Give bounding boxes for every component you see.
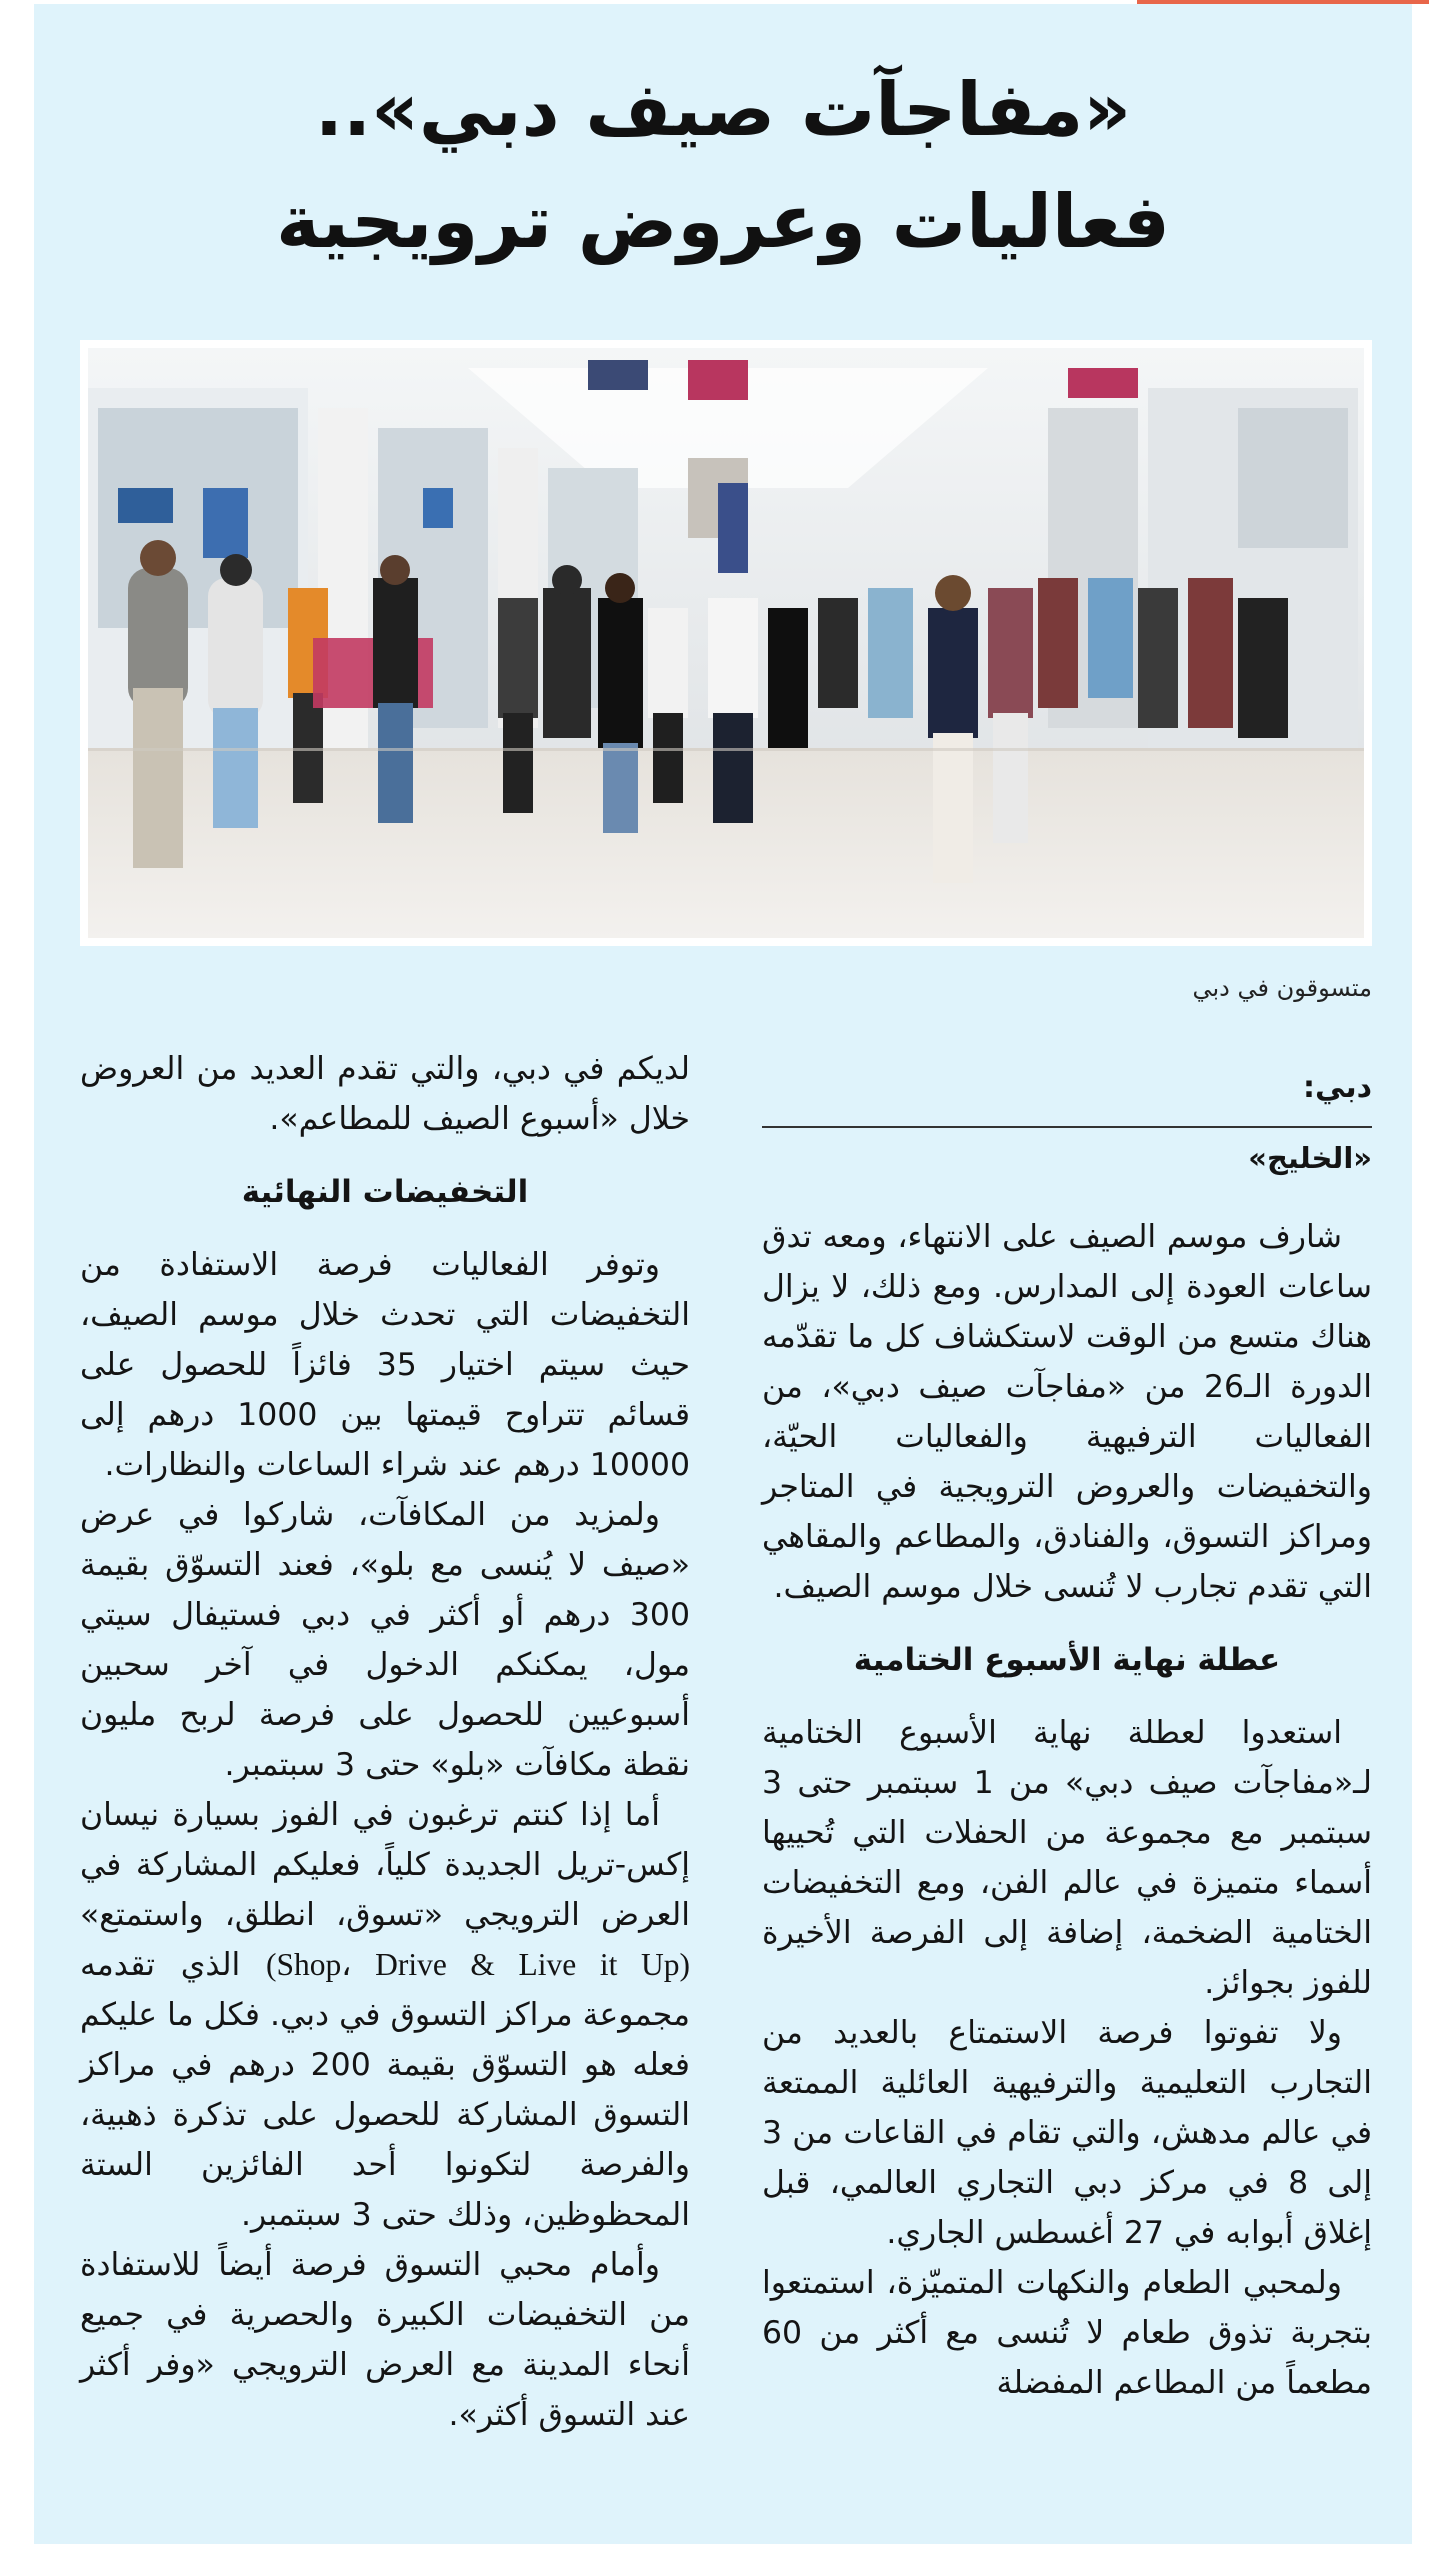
paragraph: ولمحبي الطعام والنكهات المتميّزة، استمتعوا بتجربة تذوق طعام لا تُنسى مع أكثر من 60 مطعماً من المطاعم المفضلة xyxy=(762,2265,1372,2401)
article-column-left xyxy=(80,1044,690,2514)
promo-english-name: (Shop، Drive & Live it Up) xyxy=(266,1947,690,1982)
headline-line-1: «مفاجآت صيف دبي».. xyxy=(314,67,1132,153)
continued-paragraph: لديكم في دبي، والتي تقدم العديد من العروض خلال «أسبوع الصيف للمطاعم». xyxy=(80,1051,690,1137)
dateline: دبي: xyxy=(762,1044,1372,1128)
article-column-right xyxy=(762,1044,1372,2514)
article-headline xyxy=(34,54,1412,278)
headline-line-2: فعاليات وعروض ترويجية xyxy=(276,179,1170,265)
section-title-final-weekend: عطلة نهاية الأسبوع الختامية xyxy=(853,1642,1281,1678)
paragraph: وتوفر الفعاليات فرصة الاستفادة من التخفيضات التي تحدث خلال موسم الصيف، حيث سيتم اختيار 35 فائزاً للحصول على قسائم تتراوح قيمتها بين 1000 درهم إلى 10000 درهم عند شراء الساعات والنظارات. xyxy=(80,1247,691,1483)
news-source: «الخليج» xyxy=(1248,1141,1372,1175)
paragraph-text: أما إذا كنتم ترغبون في الفوز بسيارة نيسان إكس-تريل الجديدة كلياً، فعليكم المشاركة في العرض الترويجي «تسوق، انطلق، واستمتع» xyxy=(80,1797,690,1933)
section-title-final-discounts: التخفيضات النهائية xyxy=(241,1174,529,1210)
article-photo xyxy=(80,340,1372,946)
paragraph: ولا تفوتوا فرصة الاستمتاع بالعديد من التجارب التعليمية والترفيهية العائلية الممتعة في عالم مدهش، والتي تقام في القاعات من 3 إلى 8 في مركز دبي التجاري العالمي، قبل إغلاق أبوابه في 27 أغسطس الجاري. xyxy=(762,2015,1372,2251)
mall-shoppers-image xyxy=(88,348,1364,938)
photo-caption: متسوقون في دبي xyxy=(1192,974,1372,1002)
paragraph: استعدوا لعطلة نهاية الأسبوع الختامية لـ«مفاجآت صيف دبي» من 1 سبتمبر حتى 3 سبتمبر مع مجموعة من الحفلات التي تُحييها أسماء متميزة في عالم الفن، ومع التخفيضات الختامية الضخمة، إضافة إلى الفرصة الأخيرة للفوز بجوائز. xyxy=(762,1715,1372,2001)
paragraph xyxy=(80,1790,690,2240)
paragraph: وأمام محبي التسوق فرصة أيضاً للاستفادة من التخفيضات الكبيرة والحصرية في جميع أنحاء المدينة مع العرض الترويجي «وفر أكثر عند التسوق أكثر». xyxy=(80,2247,690,2433)
paragraph: ولمزيد من المكافآت، شاركوا في عرض «صيف لا يُنسى مع بلو»، فعند التسوّق بقيمة 300 درهم أو أكثر في دبي فستيفال سيتي مول، يمكنكم الدخول في آخر سحبين أسبوعيين للحصول على فرصة لربح مليون نقطة مكافآت «بلو» حتى 3 سبتمبر. xyxy=(80,1497,690,1783)
paragraph-text: الذي تقدمه مجموعة مراكز التسوق في دبي. فكل ما عليكم فعله هو التسوّق بقيمة 200 درهم في مراكز التسوق المشاركة للحصول على تذكرة ذهبية، والفرصة لتكونوا أحد الفائزين الستة المحظوظين، وذلك حتى 3 سبتمبر. xyxy=(80,1947,690,2233)
article-page xyxy=(34,4,1412,2544)
intro-paragraph: شارف موسم الصيف على الانتهاء، ومعه تدق ساعات العودة إلى المدارس. ومع ذلك، لا يزال هناك متسع من الوقت لاستكشاف كل ما تقدّمه الدورة الـ26 من «مفاجآت صيف دبي»، من الفعاليات الترفيهية والفعاليات الحيّة، والتخفيضات والعروض الترويجية في المتاجر ومراكز التسوق، والفنادق، والمطاعم والمقاهي التي تقدم تجارب لا تُنسى خلال موسم الصيف. xyxy=(762,1219,1372,1605)
